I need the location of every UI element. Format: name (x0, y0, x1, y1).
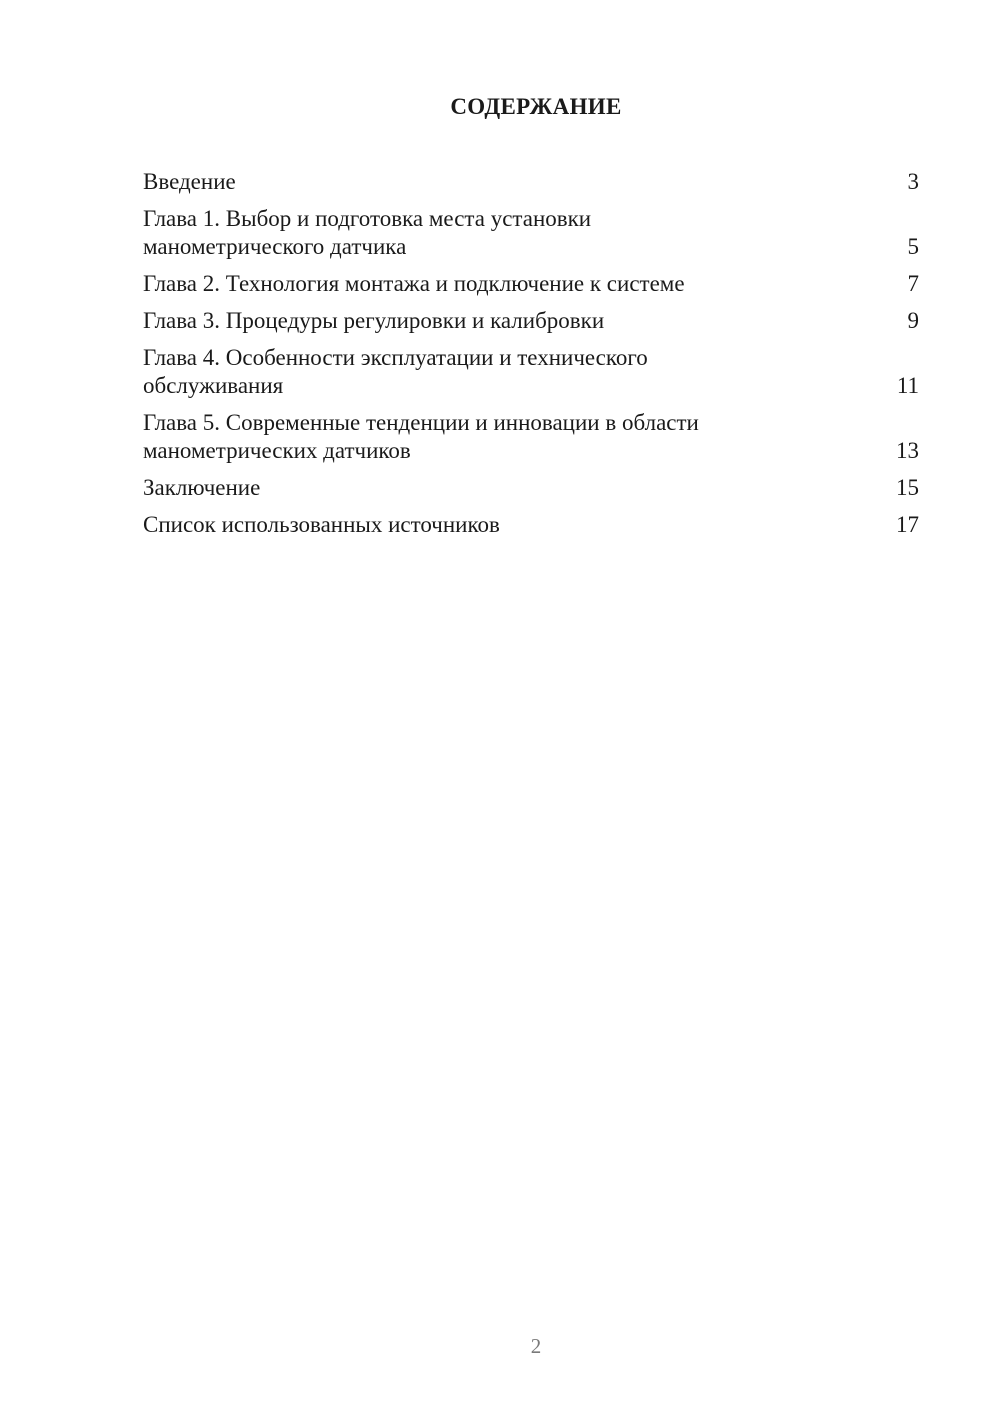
toc-entry-text: Введение (143, 169, 236, 194)
toc-entry-chapter-2[interactable] (143, 270, 919, 298)
toc-entry-chapter-3[interactable] (143, 307, 919, 335)
toc-entry-text: Глава 3. Процедуры регулировки и калибровки (143, 308, 605, 333)
toc-entry-page: 7 (907, 271, 919, 296)
toc-entry-text: Список использованных источников (143, 512, 500, 537)
page-number: 2 (530, 1334, 542, 1358)
toc-entry-text: Глава 5. Современные тенденции и инновации в области манометрических датчиков (143, 410, 699, 463)
toc-entry-page: 9 (907, 308, 919, 333)
toc-entry-text: Глава 1. Выбор и подготовка места установки манометрического датчика (143, 206, 592, 259)
toc-entry-text: Глава 2. Технология монтажа и подключение к системе (143, 271, 685, 296)
toc-entry-page: 3 (907, 169, 919, 194)
toc-entry-conclusion[interactable] (143, 474, 919, 502)
toc-entry-page: 17 (896, 512, 919, 537)
toc-entry-chapter-4[interactable] (143, 344, 919, 400)
toc-entry-chapter-1[interactable] (143, 205, 919, 261)
toc-entry-references[interactable] (143, 511, 919, 539)
toc-entry-page: 11 (896, 373, 919, 398)
toc-entry-text: Глава 4. Особенности эксплуатации и технического обслуживания (143, 345, 648, 398)
toc-entry-page: 5 (907, 234, 919, 259)
page-title: СОДЕРЖАНИЕ (450, 94, 622, 119)
toc-entry-page: 13 (896, 438, 919, 463)
toc-entry-chapter-5[interactable] (143, 409, 919, 465)
table-of-contents (143, 168, 919, 548)
toc-entry-page: 15 (896, 475, 919, 500)
toc-entry-introduction[interactable] (143, 168, 919, 196)
toc-entry-text: Заключение (143, 475, 261, 500)
